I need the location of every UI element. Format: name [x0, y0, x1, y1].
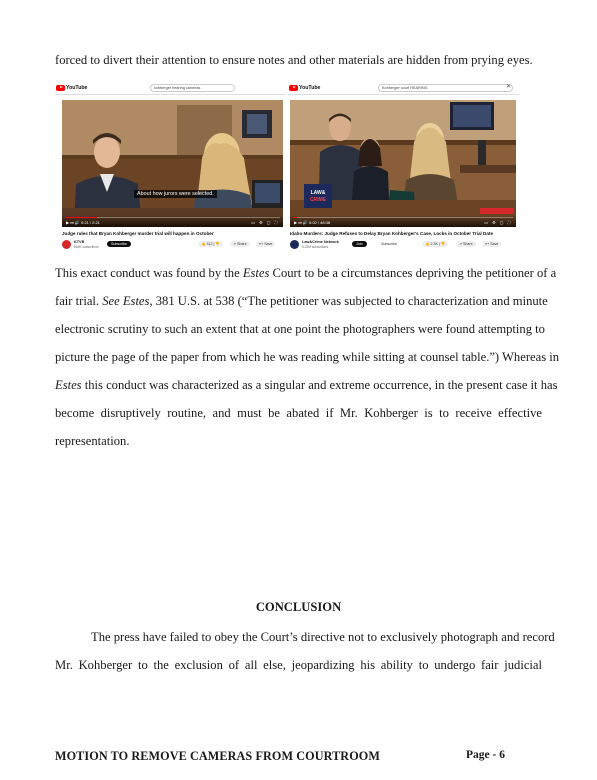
footer-title: MOTION TO REMOVE CAMERAS FROM COURTROOM — [55, 749, 380, 763]
courtroom-video-frame — [290, 100, 516, 227]
progress-fill — [65, 217, 97, 219]
video-time: 0:02 / 48:38 — [309, 220, 331, 225]
video-time: 0:21 / 2:21 — [81, 220, 100, 225]
video-controls — [62, 215, 283, 227]
subscriber-count: 544K subscribers — [74, 245, 99, 249]
progress-bar — [65, 217, 280, 219]
body-text-line: electronic scrutiny to such an extent that at one point the photographers were found attempting to — [55, 322, 545, 336]
subscribe-button: Subscribe — [107, 241, 131, 247]
play-icon: ▶ ⏭ 🔊 0:21 / 2:21 — [66, 220, 100, 225]
search-input: kohberger hearing cameras — [150, 84, 235, 92]
body-text-line: Estes this conduct was characterized as a singular and extreme occurrence, in the present case it has — [55, 378, 558, 392]
youtube-screenshot-left — [55, 81, 286, 257]
body-text-line: Mr. Kohberger to the exclusion of all else, jeopardizing his ability to undergo fair judicial — [55, 658, 542, 672]
like-icon: 👍 312 | 👎 — [198, 241, 223, 247]
video-title: Idaho Murders: Judge Refuses to Delay Bryan Kohberger's Case, Locks in October Trial Date — [290, 231, 494, 236]
save-icon: ≡+ Save — [482, 241, 501, 247]
channel-row — [62, 239, 286, 251]
close-icon: ✕ — [506, 84, 512, 90]
channel-name: KTVB — [74, 240, 85, 244]
youtube-screenshot-right — [288, 81, 519, 257]
video-player — [290, 100, 516, 227]
body-text-line: representation. — [55, 434, 130, 448]
courtroom-video-frame — [62, 100, 283, 227]
join-button: Join — [352, 241, 367, 247]
channel-avatar — [62, 240, 71, 249]
youtube-topbar — [55, 81, 286, 95]
subscriber-count: 5.23M subscribers — [302, 245, 329, 249]
page-number: Page - 6 — [466, 749, 505, 761]
body-text-line: become disruptively routine, and must be abated if Mr. Kohberger is to receive effective — [55, 406, 542, 420]
share-icon: ↗ Share — [456, 241, 476, 247]
progress-fill — [293, 217, 297, 219]
body-text-line: fair trial. See Estes, 381 U.S. at 538 (“The petitioner was subjected to characterization and minute — [55, 294, 548, 308]
youtube-logo-icon: YouTube — [289, 84, 320, 91]
subscribe-button: Subscribe — [381, 242, 397, 246]
play-icon: ▶ ⏭ 🔊 0:02 / 48:38 — [294, 220, 331, 225]
search-input: Kohberger court HEARING — [378, 84, 513, 92]
like-icon: 👍 2.3K | 👎 — [422, 241, 448, 247]
section-heading: CONCLUSION — [255, 600, 342, 614]
progress-bar — [293, 217, 513, 219]
body-text-line: picture the page of the paper from which he was reading while sitting at counsel table.”) Whereas in — [55, 350, 560, 364]
video-player — [62, 100, 283, 227]
player-settings-icons: ▭ ⚙ ▢ ⛶ — [484, 220, 512, 225]
video-caption: About how jurors were selected. — [134, 190, 217, 198]
share-icon: ↗ Share — [230, 241, 250, 247]
channel-avatar — [290, 240, 299, 249]
channel-row — [290, 239, 519, 251]
youtube-topbar — [288, 81, 519, 95]
video-controls — [290, 215, 516, 227]
youtube-logo-icon: YouTube — [56, 84, 87, 91]
body-text-line: This exact conduct was found by the Estes Court to be a circumstances depriving the petitioner of a — [55, 266, 557, 280]
body-text-line: The press have failed to obey the Court’s directive not to exclusively photograph and record — [91, 630, 555, 644]
video-title: Judge rules that Bryan Kohberger murder trial will happen in October — [62, 231, 214, 236]
player-settings-icons: ▭ ⚙ ▢ ⛶ — [251, 220, 279, 225]
channel-name: Law&Crime Network — [302, 240, 339, 244]
body-text-line: forced to divert their attention to ensure notes and other materials are hidden from prying eyes. — [55, 53, 533, 67]
law-crime-badge-line2: CRIME — [309, 197, 327, 203]
law-crime-badge-line1: LAW& — [310, 190, 326, 196]
save-icon: ≡+ Save — [256, 241, 275, 247]
